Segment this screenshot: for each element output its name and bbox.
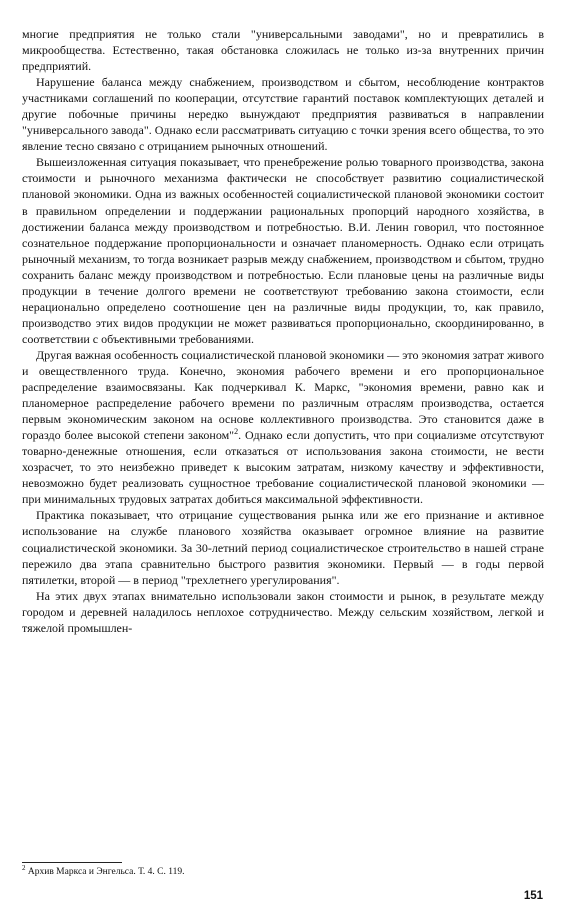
- body-text: [22, 26, 544, 636]
- paragraph: Практика показывает, что отрицание существования рынка или же его признание и активное использование на службе планового хозяйства оказывает огромное влияние на развитие социалистической экономики. За 30-летний период социалистическое строительство в нашей стране пережило два этапа сравнительно быстрого развития экономики. Первый — в годы первой пятилетки, второй — в период "трехлетнего урегулирования".: [22, 508, 544, 587]
- paragraph-text: Другая важная особенность социалистической плановой экономики — это экономия затрат живого и овеществленного труда. Конечно, экономия рабочего времени и его пропорциональное распределение взаимосвязаны. Как подчеркивал К. Маркс, "экономия времени, равно как и планомерное распределение рабочего времени по различным отраслям производства, остается первым экономическим законом на основе коллективного производства. Это становится даже в гораздо более высокой степени законом": [22, 347, 544, 443]
- footnote-text: Архив Маркса и Энгельса. Т. 4. С. 119.: [27, 867, 185, 877]
- footnote-reference: 2: [234, 427, 239, 437]
- footnote-number: 2: [22, 863, 26, 872]
- paragraph-continuation: многие предприятия не только стали "универсальными заводами", но и превратились в микрообщества. Естественно, такая обстановка сложилась не только из-за внутренних причин предприятий.: [22, 27, 544, 74]
- paragraph-text-continued: . Однако если допустить, что при социализме отсутствуют товарно-денежные отношения, если отказаться от использования закона стоимости, не вести хозрасчет, то это неизбежно приведет к высоким затратам, низкому качеству и эффективности, невозможно будет реализовать сущностное требование социалистической плановой экономики — при минимальных трудовых затратах добиться максимальной эффективности.: [22, 428, 544, 507]
- paragraph: На этих двух этапах внимательно использовали закон стоимости и рынок, в результате между городом и деревней наладилось неплохое сотрудничество. Между сельским хозяйством, легкой и тяжелой промышлен-: [22, 588, 544, 635]
- footnote: [22, 863, 542, 878]
- paragraph: Вышеизложенная ситуация показывает, что пренебрежение ролью товарного производства, закона стоимости и рыночного механизма фактически не способствует развитию социалистической плановой экономики. Одна из важных особенностей социалистической плановой экономики состоит в правильном определении и поддержании рациональных пропорций народного хозяйства, в достижении баланса между производством и потребностью. В.И. Ленин говорил, что постоянное сознательное поддержание пропорциональности и означает планомерность. Однако если отрицать рыночный механизм, то тогда возникает разрыв между снабжением, производством и сбытом, трудно сохранить баланс между производством и потребностью. Если плановые цены на различные виды продукции в течение долгого времени не соответствуют требованию закона стоимости, если нерационально определено соотношение цен на различные виды продукции, то, как правило, производство этих видов продукции не может развиваться пропорционально, скоординированно, в соответствии с объективными требованиями.: [22, 155, 544, 346]
- footnote-divider: [22, 862, 122, 863]
- paragraph: [22, 347, 544, 507]
- page-number: 151: [523, 890, 543, 902]
- paragraph: Нарушение баланса между снабжением, производством и сбытом, несоблюдение контрактов участниками соглашений по кооперации, отсутствие гарантий поставок комплектующих деталей и другие побочные причины нередко вынуждают предприятия развиваться в направлении "универсального завода". Однако если рассматривать ситуацию с точки зрения всего общества, то это явление тесно связано с отрицанием рыночных отношений.: [22, 75, 544, 154]
